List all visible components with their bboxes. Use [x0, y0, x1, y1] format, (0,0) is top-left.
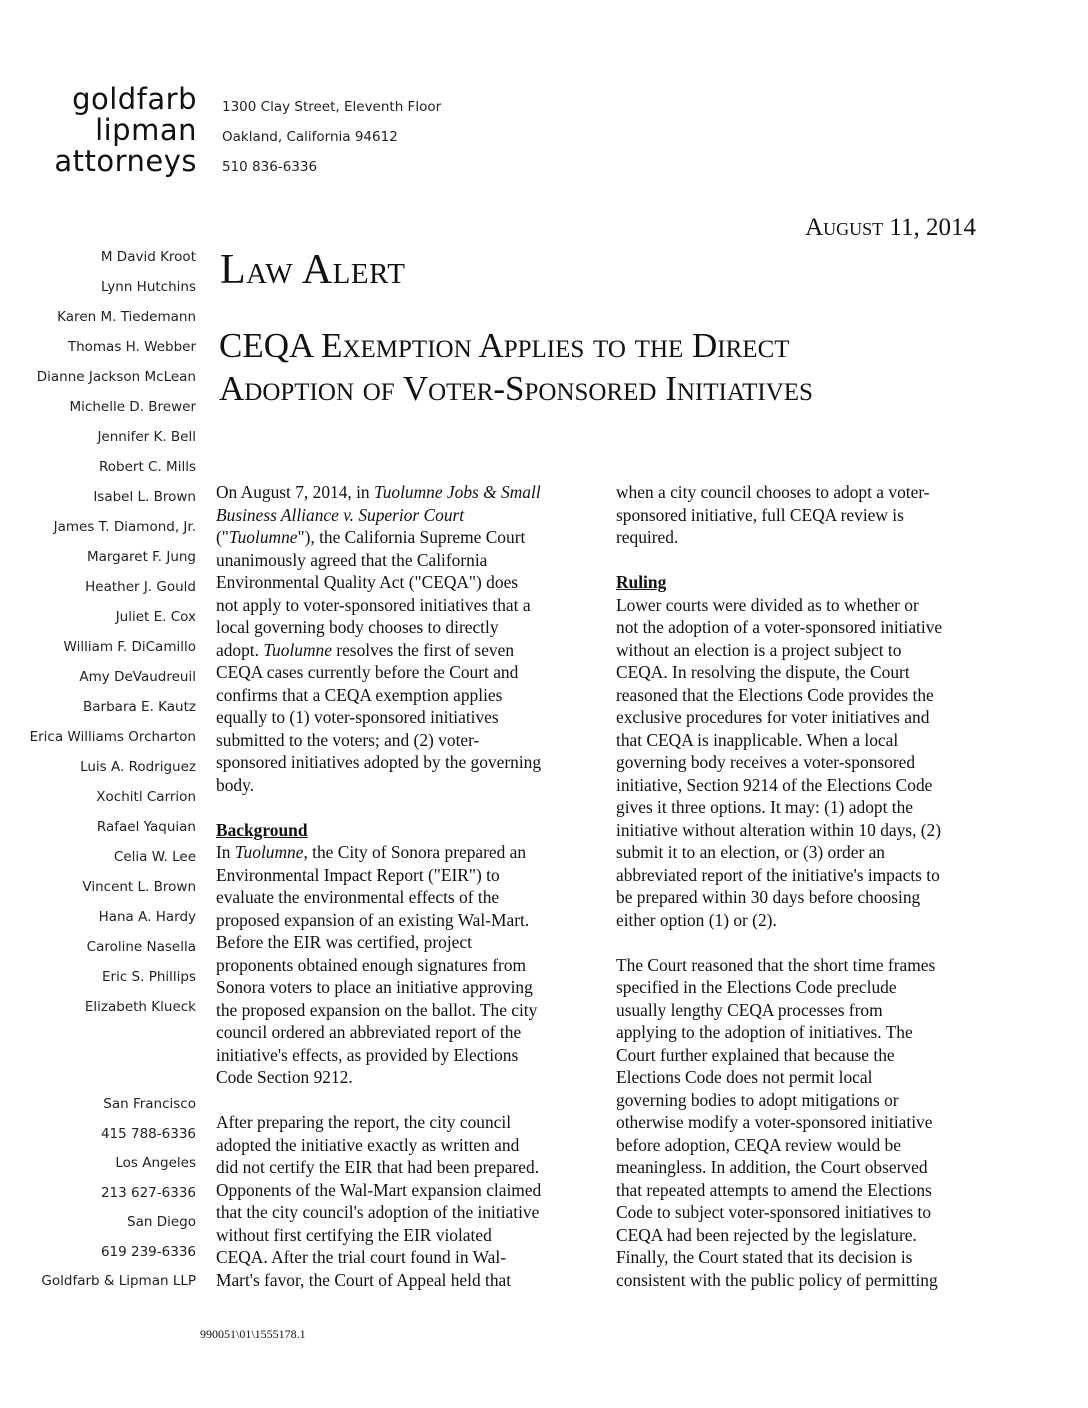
attorney-name: Erica Williams Orcharton — [29, 729, 196, 745]
text-line: the proposed expansion on the ballot. The city — [216, 999, 538, 1020]
logo-line-1: goldfarb — [72, 82, 197, 116]
text-span: "), the California Supreme Court — [297, 527, 526, 547]
text-line: Code Section 9212. — [216, 1067, 353, 1087]
text-line: reasoned that the Elections Code provides the — [616, 684, 934, 705]
section-heading-background: Background — [216, 819, 308, 840]
text-line: meaningless. In addition, the Court observed — [616, 1157, 928, 1177]
text-line: governing body receives a voter-sponsored — [616, 752, 916, 772]
attorney-name: James T. Diamond, Jr. — [53, 519, 196, 535]
right-column — [616, 481, 1000, 1291]
text-line: either option (1) or (2). — [616, 909, 777, 930]
headline-line-2: Adoption of Voter-Sponsored Initiatives — [219, 369, 813, 408]
attorney-name: Robert C. Mills — [99, 459, 196, 475]
attorney-name: Celia W. Lee — [113, 849, 196, 865]
attorney-name: Michelle D. Brewer — [69, 399, 196, 415]
paragraph-gap — [616, 931, 1000, 954]
text-line: Sonora voters to place an initiative approving — [216, 977, 533, 997]
office-city: San Francisco — [103, 1096, 196, 1112]
attorney-name: Margaret F. Jung — [86, 549, 196, 565]
headline-line-1: CEQA Exemption Applies to the Direct — [219, 326, 790, 365]
text-line: CEQA. After the trial court found in Wal- — [216, 1247, 506, 1267]
logo-line-2: lipman — [95, 113, 197, 147]
text-line: Court further explained that because the — [616, 1044, 895, 1065]
text-line: initiative's effects, as provided by Elections — [216, 1044, 519, 1065]
paragraph-gap — [616, 549, 1000, 572]
firm-address — [222, 92, 441, 182]
text-line: initiative without alteration within 10 days, (2) — [616, 819, 942, 840]
case-short-name: Tuolumne — [263, 639, 332, 660]
text-line: sponsored initiatives adopted by the governing — [216, 752, 542, 772]
attorney-name: Dianne Jackson McLean — [36, 369, 196, 385]
attorney-name: Jennifer K. Bell — [97, 429, 196, 445]
text-line: sponsored initiative, full CEQA review is — [616, 504, 904, 525]
attorney-name: Eric S. Phillips — [102, 969, 196, 985]
address-line-3: 510 836-6336 — [222, 159, 318, 175]
text-line: gives it three options. It may: (1) adopt the — [616, 797, 914, 817]
paragraph-gap — [216, 796, 596, 819]
attorney-name: Amy DeVaudreuil — [79, 669, 196, 685]
text-line: applying to the adoption of initiatives. The — [616, 1022, 913, 1042]
text-line: confirms that a CEQA exemption applies — [216, 684, 503, 705]
office-phone: 619 239-6336 — [100, 1243, 196, 1260]
text-line: not the adoption of a voter-sponsored initiative — [616, 617, 943, 637]
text-span: , the City of Sonora prepared an — [303, 842, 527, 862]
text-line: that CEQA is inapplicable. When a local — [616, 729, 899, 750]
text-line: specified in the Elections Code preclude — [616, 977, 897, 997]
text-line: otherwise modify a voter-sponsored initiative — [616, 1112, 933, 1132]
attorney-name: Thomas H. Webber — [67, 339, 196, 355]
attorney-name: M David Kroot — [100, 249, 196, 265]
case-short-name: Tuolumne — [234, 842, 304, 862]
text-line: governing bodies to adopt mitigations or — [616, 1089, 899, 1110]
text-line: equally to (1) voter-sponsored initiatives — [216, 707, 499, 727]
attorney-name: Vincent L. Brown — [82, 879, 196, 895]
text-line: Finally, the Court stated that its decision is — [616, 1247, 913, 1267]
attorney-name: Elizabeth Klueck — [84, 999, 196, 1015]
office-phone: 415 788-6336 — [100, 1125, 196, 1142]
firm-logo — [52, 84, 197, 177]
logo-line-3: attorneys — [54, 144, 197, 178]
text-line: consistent with the public policy of permitting — [616, 1269, 938, 1290]
text-line: Environmental Impact Report ("EIR") to — [216, 864, 500, 885]
text-line: unanimously agreed that the California — [216, 549, 488, 570]
text-line: be prepared within 30 days before choosing — [616, 887, 921, 907]
attorney-name: Caroline Nasella — [86, 939, 196, 955]
text-line: Opponents of the Wal-Mart expansion claimed — [216, 1179, 542, 1200]
text-span: adopt. — [216, 639, 264, 660]
section-heading-ruling: Ruling — [616, 572, 667, 592]
page-title: Law Alert — [220, 247, 406, 293]
text-span: (" — [216, 527, 229, 547]
office-city: Los Angeles — [115, 1155, 196, 1171]
text-line: that the city council's adoption of the initiative — [216, 1202, 540, 1222]
text-line: CEQA had been rejected by the legislature. — [616, 1224, 917, 1245]
attorney-name: Heather J. Gould — [85, 579, 196, 595]
text-line: exclusive procedures for voter initiatives and — [616, 707, 930, 727]
attorney-name: William F. DiCamillo — [63, 639, 196, 655]
case-short-name: Tuolumne — [228, 527, 298, 547]
text-line: usually lengthy CEQA processes from — [616, 999, 883, 1020]
address-line-1: 1300 Clay Street, Eleventh Floor — [222, 99, 442, 115]
text-line: submit it to an election, or (3) order an — [616, 842, 885, 862]
attorney-name: Isabel L. Brown — [93, 489, 196, 505]
text-span: resolves the first of seven — [331, 639, 515, 660]
text-line: CEQA. In resolving the dispute, the Court — [616, 662, 910, 682]
attorney-list — [0, 242, 196, 1022]
text-line: Mart's favor, the Court of Appeal held that — [216, 1269, 512, 1290]
attorney-name: Xochitl Carrion — [96, 789, 196, 805]
attorney-name: Luis A. Rodriguez — [80, 759, 196, 775]
address-line-2: Oakland, California 94612 — [222, 129, 398, 145]
text-line — [216, 526, 596, 549]
text-line — [216, 639, 596, 662]
text-line: when a city council chooses to adopt a voter- — [616, 482, 930, 502]
text-line: Code to subject voter-sponsored initiatives to — [616, 1202, 932, 1222]
text-line: CEQA cases currently before the Court and — [216, 662, 519, 682]
text-line: The Court reasoned that the short time frames — [616, 954, 936, 975]
attorney-name: Juliet E. Cox — [115, 609, 196, 625]
text-line: submitted to the voters; and (2) voter- — [216, 729, 480, 750]
text-line — [216, 481, 596, 504]
text-line: After preparing the report, the city council — [216, 1112, 512, 1132]
text-line: without an election is a project subject to — [616, 639, 902, 660]
text-span: On August 7, 2014, in — [216, 482, 374, 502]
attorney-name: Karen M. Tiedemann — [57, 309, 196, 325]
text-line: abbreviated report of the initiative's impacts to — [616, 864, 940, 885]
document-id: 990051\01\1555178.1 — [200, 1327, 306, 1341]
case-name: Tuolumne Jobs & Small — [373, 482, 541, 502]
office-phone: 213 627-6336 — [100, 1184, 196, 1201]
text-line — [216, 841, 596, 864]
office-list — [0, 1090, 196, 1297]
document-date: August 11, 2014 — [805, 214, 976, 241]
case-name: Business Alliance v. Superior Court — [216, 504, 465, 525]
text-line: adopted the initiative exactly as written and — [216, 1134, 520, 1155]
text-line: before adoption, CEQA review would be — [616, 1134, 901, 1155]
text-line: evaluate the environmental effects of the — [216, 887, 500, 907]
text-line: Environmental Quality Act ("CEQA") does — [216, 572, 519, 592]
firm-name: Goldfarb & Lipman LLP — [41, 1273, 196, 1289]
attorney-name: Rafael Yaquian — [96, 819, 196, 835]
text-line: council ordered an abbreviated report of the — [216, 1022, 522, 1042]
headline — [219, 324, 813, 410]
attorney-name: Lynn Hutchins — [101, 279, 196, 295]
text-line: proponents obtained enough signatures from — [216, 954, 527, 975]
attorney-name: Hana A. Hardy — [98, 909, 196, 925]
text-line: Before the EIR was certified, project — [216, 932, 472, 952]
text-line: required. — [616, 527, 679, 547]
text-line: not apply to voter-sponsored initiatives that a — [216, 594, 531, 615]
text-line: Elections Code does not permit local — [616, 1067, 873, 1087]
left-column — [216, 481, 596, 1291]
text-span: In — [216, 842, 235, 862]
office-city: San Diego — [127, 1214, 196, 1230]
attorney-name: Barbara E. Kautz — [83, 699, 196, 715]
text-line: proposed expansion of an existing Wal-Mart. — [216, 909, 530, 930]
text-line: did not certify the EIR that had been prepared. — [216, 1157, 540, 1177]
paragraph-gap — [216, 1089, 596, 1112]
text-line — [216, 504, 596, 527]
text-line: body. — [216, 774, 254, 795]
text-line: without first certifying the EIR violated — [216, 1224, 492, 1245]
text-line: Lower courts were divided as to whether or — [616, 594, 919, 615]
text-line: initiative, Section 9214 of the Elections Code — [616, 774, 933, 795]
text-line: that repeated attempts to amend the Elections — [616, 1179, 932, 1200]
text-line: local governing body chooses to directly — [216, 617, 499, 637]
